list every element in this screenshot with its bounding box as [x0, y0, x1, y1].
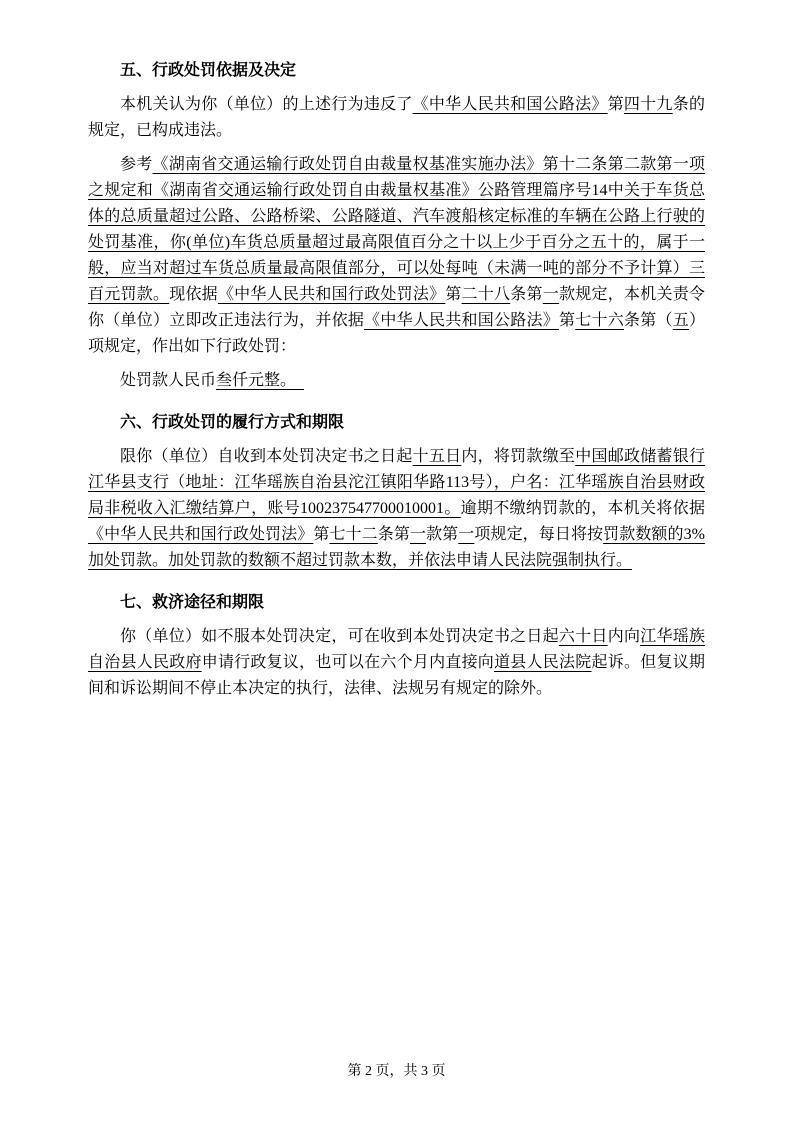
text-segment: 参考 — [120, 156, 153, 173]
text-segment: 你（单位）如不服本处罚决定，可在收到本处罚决定书之日起 — [120, 628, 559, 645]
text-segment: 项规定，每日将按 — [474, 526, 604, 543]
section-heading-5: 五、行政处罚依据及决定 — [120, 62, 297, 79]
text-segment: 第 — [558, 312, 576, 329]
filled-blank-segment: 十五日 — [412, 448, 462, 465]
text-segment: 第 — [313, 526, 330, 543]
paragraph — [88, 92, 705, 144]
text-segment: 逾期不缴纳罚款的，本机关将依据 — [460, 500, 705, 517]
filled-blank-segment: 一 — [458, 526, 475, 543]
section-heading-7: 七、救济途径和期限 — [120, 594, 265, 611]
text-segment: 本机关认为你（单位）的上述行为违反了 — [120, 96, 413, 113]
text-segment: 款规定，本机关责令你（单位）立即改正违法行为，并依据 — [88, 286, 705, 329]
filled-blank-segment: 一 — [542, 286, 560, 303]
filled-blank-segment: 五 — [672, 312, 689, 329]
text-segment: 现依据 — [169, 286, 218, 303]
filled-blank-segment: 《中华人民共和国公路法》 — [364, 312, 559, 329]
text-segment: 内，将罚款缴至 — [461, 448, 576, 465]
text-segment: 条第 — [377, 526, 410, 543]
filled-blank-segment: 叁仟元整。 — [216, 372, 305, 389]
text-segment: 内向 — [607, 628, 641, 645]
text-segment: 第 — [607, 96, 624, 113]
filled-blank-segment: 四十九 — [623, 96, 673, 113]
filled-blank-segment: 中国邮政储蓄银行江华县支行（地址：江华瑶族自治县沱江镇阳华路113号），户名：江华瑶族自治县财政局非税收入汇缴结算户，账号100237547700010001。 — [88, 448, 705, 517]
penalty-amount-line — [88, 368, 705, 394]
filled-blank-segment: 《中华人民共和国行政处罚法》 — [217, 286, 446, 303]
paragraph — [88, 444, 705, 574]
filled-blank-segment: 《湖南省交通运输行政处罚自由裁量权基准实施办法》第十二条第二款第一项之规定和《湖南省交通运输行政处罚自由裁量权基准》公路管理篇序号14中关于车货总体的总质量超过公路、公路桥梁、公路隧道、汽车渡船核定标准的车辆在公路上行驶的处罚基准，你(单位)车货总质量超过最高限值百分之十以上少于百分之五十的，属于一般，应当对超过车货总质量最高限值部分，可以处每吨（未满一吨的部分不予计算）三百元罚款。 — [88, 156, 705, 303]
page-number: 第 2 页，共 3 页 — [347, 1064, 446, 1079]
text-segment: 限你（单位）自收到本处罚决定书之日起 — [120, 448, 413, 465]
text-segment: 条第（ — [623, 312, 673, 329]
section-heading-6: 六、行政处罚的履行方式和期限 — [120, 414, 345, 431]
text-segment: 申请行政复议，也可以在六个月内直接向 — [201, 654, 495, 671]
paragraph — [88, 152, 705, 360]
filled-blank-segment: 七十二 — [329, 526, 378, 543]
paragraph — [88, 624, 705, 702]
text-segment: 处罚款人民币 — [120, 372, 217, 389]
text-segment: 第 — [445, 286, 462, 303]
filled-blank-segment: 《中华人民共和国公路法》 — [412, 96, 608, 113]
text-segment: 款第 — [426, 526, 459, 543]
text-segment: 条的规定，已构成违法。 — [88, 96, 705, 139]
filled-blank-segment: 七十六 — [575, 312, 624, 329]
section-remedies — [88, 590, 705, 702]
filled-blank-segment: 二十八 — [461, 286, 511, 303]
text-segment: 条第 — [510, 286, 543, 303]
filled-blank-segment: 罚款数额的3%加处罚款。加处罚款的数额不超过罚款本数，并依法申请人民法院强制执行。 — [88, 526, 705, 569]
filled-blank-segment: 六十日 — [558, 628, 608, 645]
filled-blank-segment: 江华瑶族自治县人民政府 — [88, 628, 705, 671]
filled-blank-segment: 道县人民法院 — [494, 654, 592, 671]
text-segment: 起诉。但复议期间和诉讼期间不停止本决定的执行，法律、法规另有规定的除外。 — [88, 654, 705, 697]
section-penalty-basis — [88, 58, 705, 394]
filled-blank-segment: 《中华人民共和国行政处罚法》 — [88, 526, 314, 543]
text-segment: ）项规定，作出如下行政处罚： — [88, 312, 705, 355]
section-fulfillment — [88, 410, 705, 574]
filled-blank-segment: 一 — [409, 526, 427, 543]
